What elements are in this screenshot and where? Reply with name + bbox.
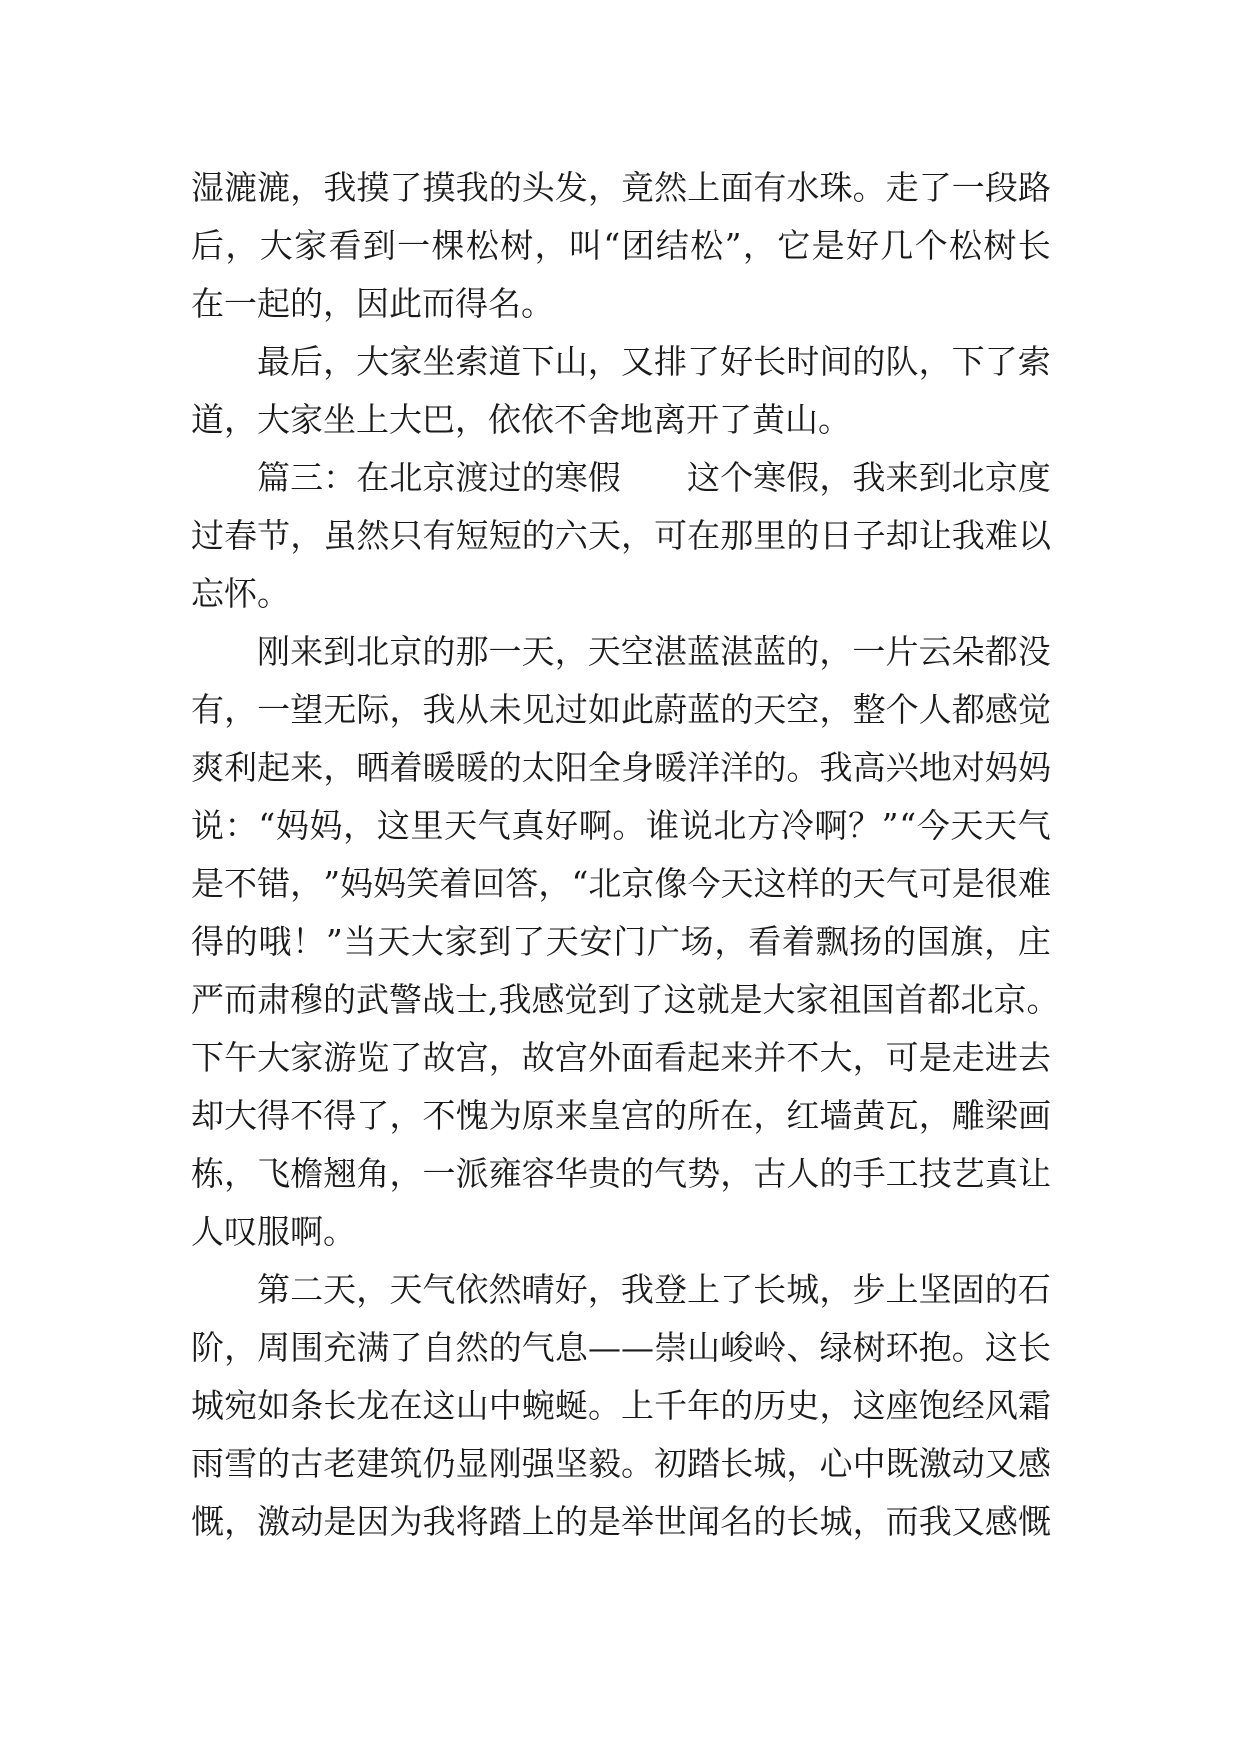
text-line: 爽 利 起 来 ， 晒 着 暖 暖 的 太 阳 全 身 暖 洋 洋 的 。 我 高 兴 地 对 妈 妈 — [191, 748, 1051, 787]
body-text — [191, 159, 1060, 1551]
text-line: 得 的 哦 ！ ” 当 天 大 家 到 了 天 安 门 广 场 ， 看 着 飘 扬 的 国 旗 ， 庄 — [191, 922, 1051, 961]
text-line: 阶 ， 周 围 充 满 了 自 然 的 气 息 — — 崇 山 峻 岭 、 绿 树 环 抱 。 这 长 — [191, 1328, 1051, 1367]
text-line: 是 不 错 ， ” 妈 妈 笑 着 回 答 ， “ 北 京 像 今 天 这 样 的 天 气 可 是 很 难 — [191, 864, 1051, 903]
text-line: 慨 ， 激 动 是 因 为 我 将 踏 上 的 是 举 世 闻 名 的 长 城 ， 而 我 又 感 慨 — [191, 1502, 1051, 1541]
paragraph-first-line: 刚 来 到 北 京 的 那 一 天 ， 天 空 湛 蓝 湛 蓝 的 ， 一 片 云 朵 都 没 — [257, 632, 1051, 671]
text-line: 过 春 节 ， 虽 然 只 有 短 短 的 六 天 ， 可 在 那 里 的 日 子 却 让 我 难 以 — [191, 516, 1051, 555]
text-line: 有 ， 一 望 无 际 ， 我 从 未 见 过 如 此 蔚 蓝 的 天 空 ， 整 个 人 都 感 觉 — [191, 690, 1051, 729]
paragraph-first-line: 第 二 天 ， 天 气 依 然 晴 好 ， 我 登 上 了 长 城 ， 步 上 坚 固 的 石 — [257, 1270, 1051, 1309]
text-line: 说 ： “ 妈 妈 ， 这 里 天 气 真 好 啊 。 谁 说 北 方 冷 啊 ？ ” “ 今 天 天 气 — [191, 806, 1051, 845]
text-line: 湿 漉 漉 ， 我 摸 了 摸 我 的 头 发 ， 竟 然 上 面 有 水 珠 。 走 了 一 段 路 — [191, 168, 1051, 207]
text-line: 在一起的，因此而得名。 — [191, 284, 554, 323]
text-line: 城 宛 如 条 长 龙 在 这 山 中 蜿 蜒 。 上 千 年 的 历 史 ， 这 座 饱 经 风 霜 — [191, 1386, 1051, 1425]
section-heading-line: 篇 三 ： 在 北 京 渡 过 的 寒 假 这 个 寒 假 ， 我 来 到 北 京 度 — [257, 458, 1051, 497]
text-line: 却 大 得 不 得 了 ， 不 愧 为 原 来 皇 宫 的 所 在 ， 红 墙 黄 瓦 ， 雕 梁 画 — [191, 1096, 1051, 1135]
text-line: 严 而 肃 穆 的 武 警 战 士 , 我 感 觉 到 了 这 就 是 大 家 祖 国 首 都 北 京 。 — [191, 980, 1060, 1019]
text-line: 雨 雪 的 古 老 建 筑 仍 显 刚 强 坚 毅 。 初 踏 长 城 ， 心 中 既 激 动 又 感 — [191, 1444, 1051, 1483]
text-line: 人叹服啊。 — [191, 1212, 356, 1251]
text-line: 下 午 大 家 游 览 了 故 宫 ， 故 宫 外 面 看 起 来 并 不 大 ， 可 是 走 进 去 — [191, 1038, 1051, 1077]
paragraph-first-line: 最 后 ， 大 家 坐 索 道 下 山 ， 又 排 了 好 长 时 间 的 队 ， 下 了 索 — [257, 342, 1051, 381]
text-line: 忘怀。 — [191, 574, 290, 613]
text-line: 道，大家坐上大巴，依依不舍地离开了黄山。 — [191, 400, 851, 439]
text-line: 栋 ， 飞 檐 翘 角 ， 一 派 雍 容 华 贵 的 气 势 ， 古 人 的 手 工 技 艺 真 让 — [191, 1154, 1051, 1193]
text-line: 后 ， 大 家 看 到 一 棵 松 树 ， 叫 “ 团 结 松 ” ， 它 是 好 几 个 松 树 长 — [191, 226, 1051, 265]
